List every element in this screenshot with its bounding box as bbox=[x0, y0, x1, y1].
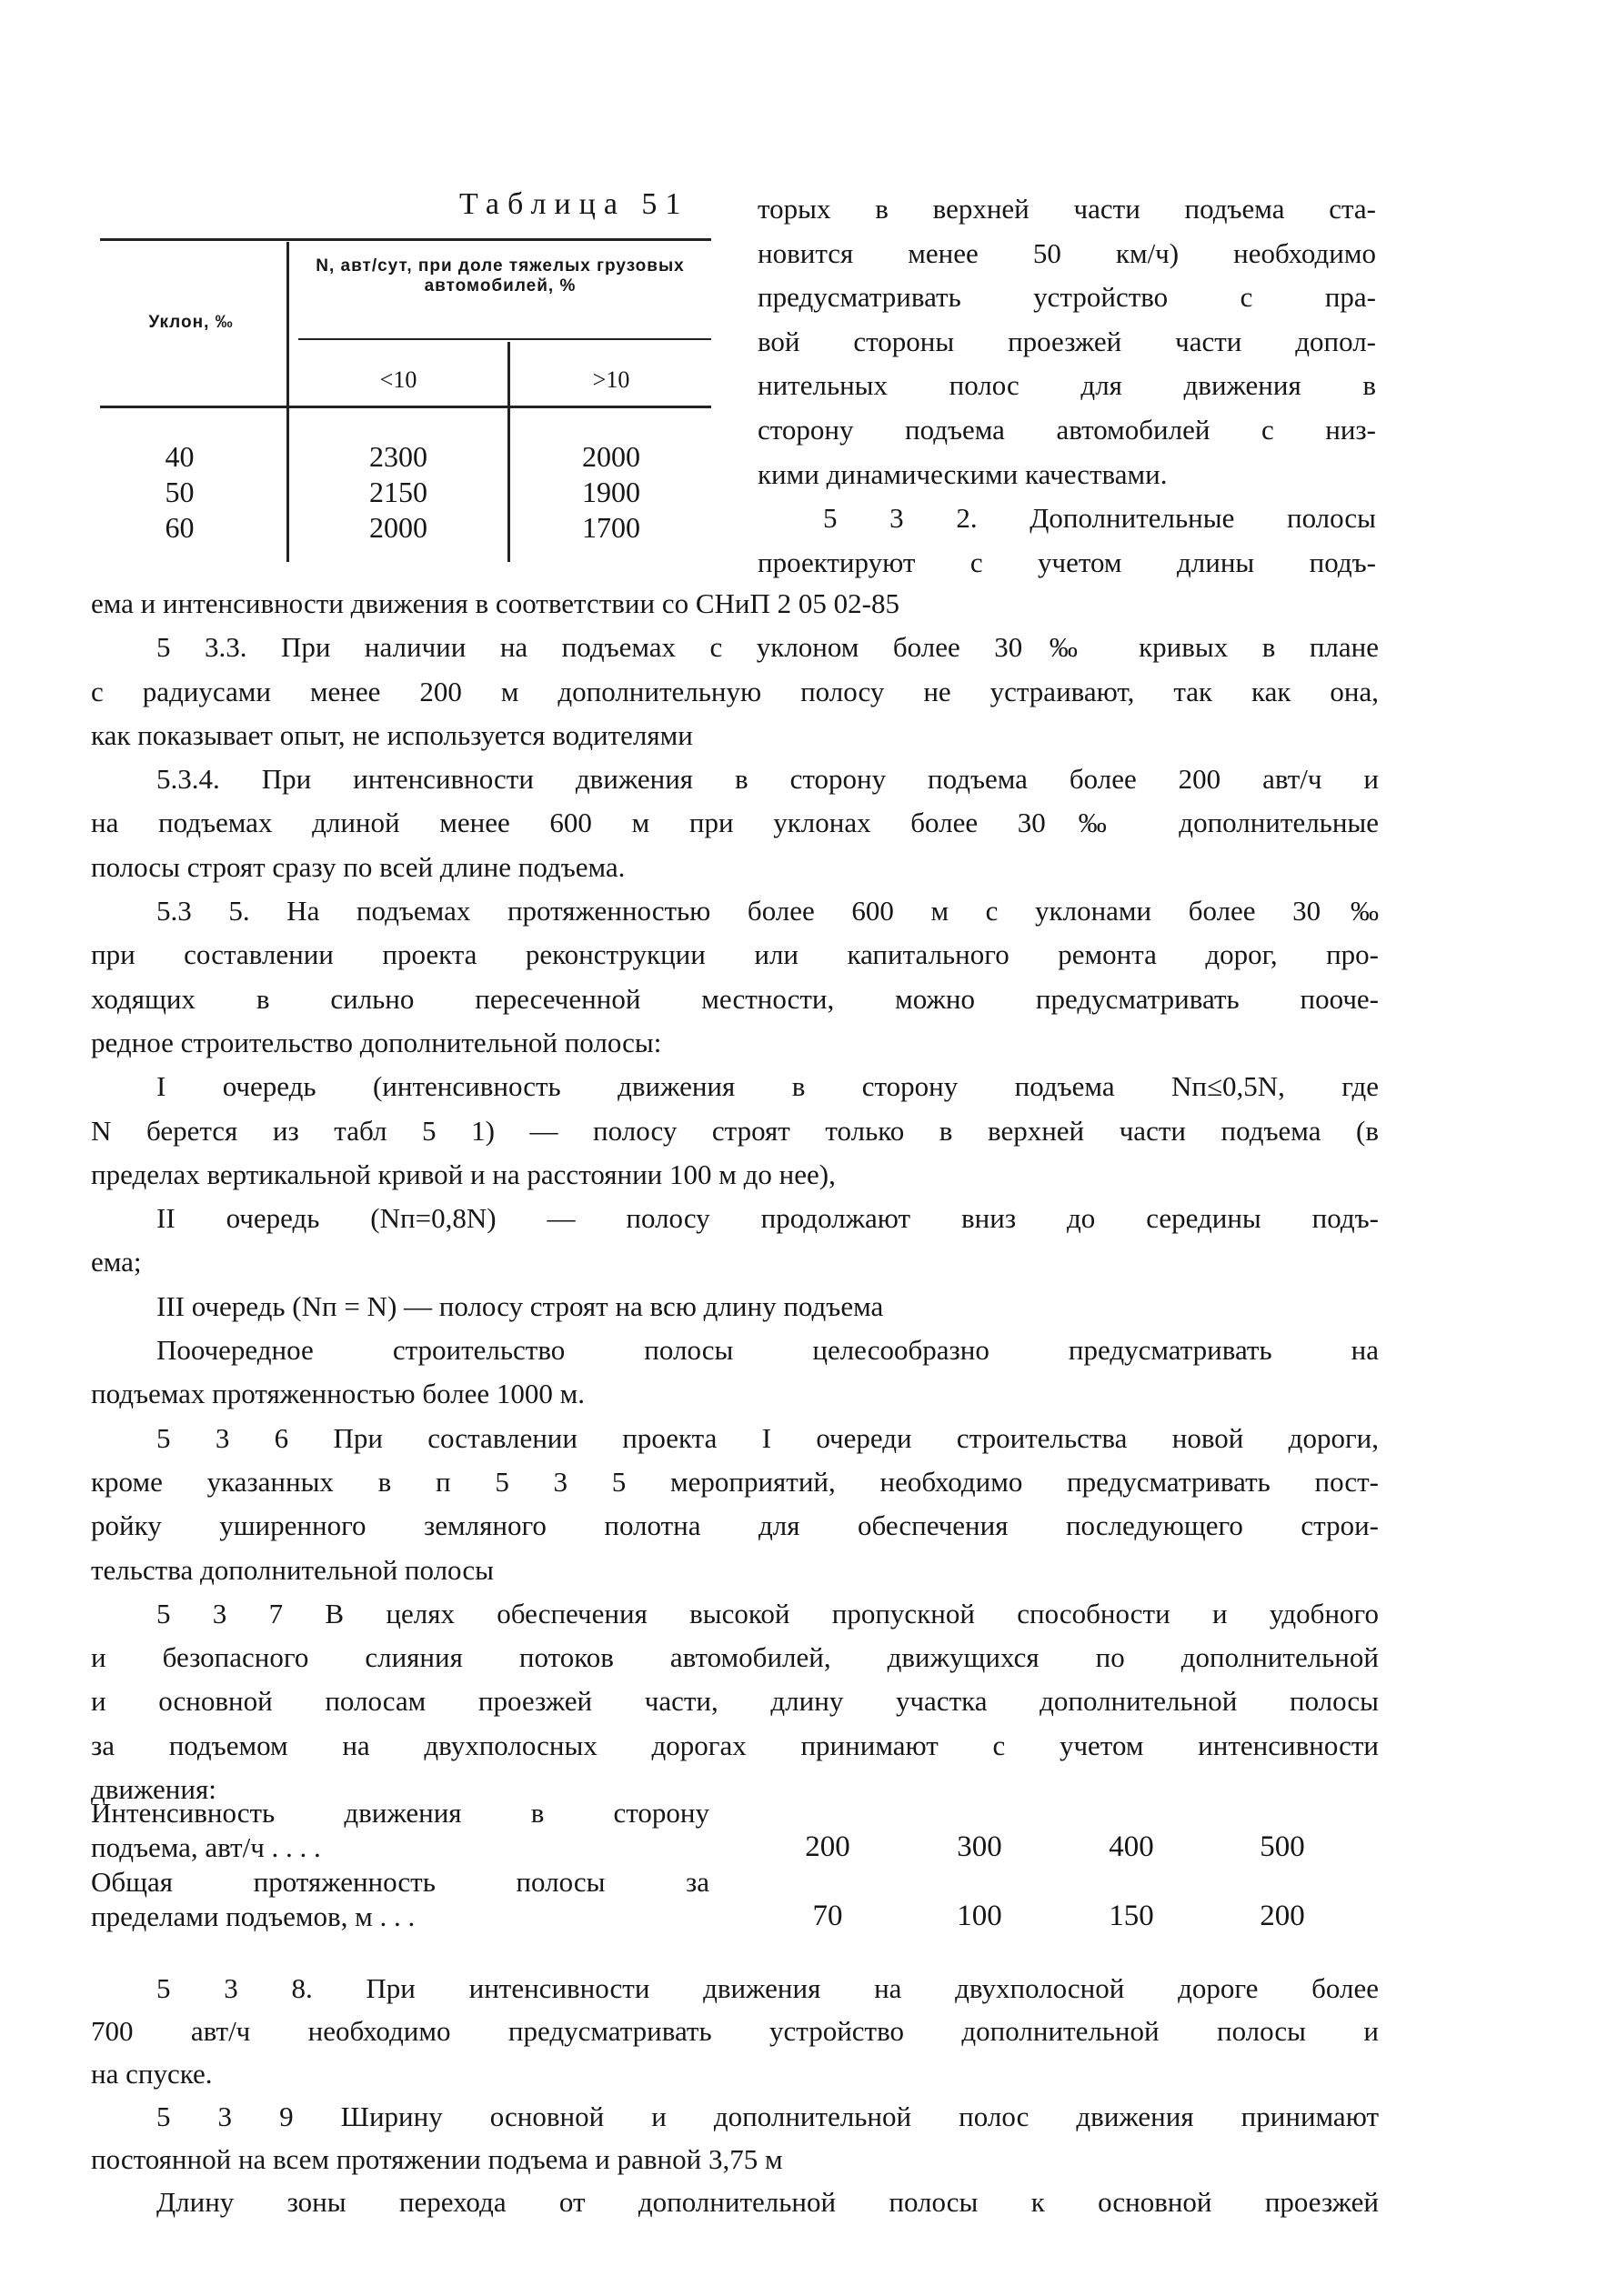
p534-line: 5.3.4. При интенсивности движения в сторону подъема более 200 авт/ч и bbox=[156, 763, 1379, 796]
p537-line: движения: bbox=[91, 1773, 216, 1806]
intensity-value: 300 bbox=[957, 1830, 1002, 1863]
p535-line: ходящих в сильно пересеченной местности, можно предусматривать пооче- bbox=[91, 982, 1379, 1015]
p537-line: 5 3 7 В целях обеспечения высокой пропускной способности и удобного bbox=[156, 1597, 1379, 1629]
text-line: кими динамическими качествами. bbox=[758, 457, 1168, 490]
length-row-label bbox=[91, 1865, 709, 1934]
text-line: нительных полос для движения в bbox=[758, 369, 1376, 402]
p537-line: и безопасного слияния потоков автомобилей, движущихся по дополнительной bbox=[91, 1641, 1379, 1674]
table-row-2-lt10: 2150 bbox=[369, 476, 427, 508]
intensity-value: 400 bbox=[1109, 1830, 1154, 1863]
p536-line: тельства дополнительной полосы bbox=[91, 1553, 494, 1586]
label-line: подъема, авт/ч . . . . bbox=[91, 1831, 321, 1863]
p533-line: с радиусами менее 200 м дополнительную полосу не устраивают, так как она, bbox=[91, 675, 1379, 707]
text-line: торых в верхней части подъема ста- bbox=[758, 193, 1376, 225]
table-col1-divider bbox=[286, 242, 289, 562]
length-value: 200 bbox=[1260, 1900, 1305, 1932]
table-row-2-slope: 50 bbox=[165, 476, 195, 508]
main-text-block-2 bbox=[91, 1967, 1379, 2223]
subheader-lt10: <10 bbox=[379, 366, 417, 393]
text-line: проектируют с учетом длины подъ- bbox=[758, 546, 1376, 578]
p536-line: кроме указанных в п 5 3 5 мероприятий, необходимо предусматривать пост- bbox=[91, 1465, 1379, 1498]
label-line: пределами подъемов, м . . . bbox=[91, 1900, 416, 1932]
p539-line: постоянной на всем протяжении подъема и равной 3,75 м bbox=[91, 2143, 783, 2175]
table-caption: Таблица 51 bbox=[459, 187, 689, 221]
label-line: Общая протяженность полосы за bbox=[91, 1866, 709, 1898]
queue2-line: ема; bbox=[91, 1246, 142, 1278]
p534-line: на подъемах длиной менее 600 м при уклонах более 30‰ дополнительные bbox=[91, 807, 1379, 839]
p533-line: 5 3.3. При наличии на подъемах с уклоном более 30‰ кривых в плане bbox=[156, 631, 1379, 664]
p536-line: 5 3 6 При составлении проекта I очереди строительства новой дороги, bbox=[156, 1421, 1379, 1454]
queue3-line: III очередь (Nп = N) — полосу строят на всю длину подъема bbox=[156, 1289, 884, 1322]
subheader-gt10: >10 bbox=[592, 366, 630, 393]
intensity-value: 500 bbox=[1260, 1830, 1305, 1863]
p534-line: полосы строят сразу по всей длине подъема. bbox=[91, 850, 626, 883]
table-row-3-lt10: 2000 bbox=[369, 511, 427, 544]
p537-line: и основной полосам проезжей части, длину участка дополнительной полосы bbox=[91, 1685, 1379, 1718]
slope-header: Уклон, ‰ bbox=[148, 313, 234, 332]
p533-line: как показывает опыт, не используется водителями bbox=[91, 718, 693, 751]
p535-line: редное строительство дополнительной полосы: bbox=[91, 1026, 662, 1058]
table-header-rule bbox=[100, 406, 711, 408]
table-row-3-slope: 60 bbox=[165, 511, 195, 544]
table-row-1-gt10: 2000 bbox=[582, 440, 640, 473]
p538-line: 5 3 8. При интенсивности движения на двухполосной дороге более bbox=[156, 1972, 1379, 2004]
p537-line: за подъемом на двухполосных дорогах принимают с учетом интенсивности bbox=[91, 1729, 1379, 1761]
p536-line: ройку уширенного земляного полотна для обеспечения последующего строи- bbox=[91, 1509, 1379, 1542]
main-text-block-1 bbox=[91, 582, 1379, 1811]
p532-tail: ема и интенсивности движения в соответствии со СНиП 2 05 02-85 bbox=[91, 587, 899, 619]
length-value: 150 bbox=[1109, 1900, 1154, 1932]
staged-line: Поочередное строительство полосы целесообразно предусматривать на bbox=[156, 1334, 1379, 1367]
text-line: сторону подъема автомобилей с низ- bbox=[758, 413, 1376, 446]
last-line: Длину зоны перехода от дополнительной полосы к основной проезжей bbox=[156, 2186, 1379, 2218]
queue2-line: II очередь (Nп=0,8N) — полосу продолжают вниз до середины подъ- bbox=[156, 1202, 1379, 1235]
length-value: 70 bbox=[812, 1900, 843, 1932]
right-column-text bbox=[758, 187, 1376, 585]
intensity-header: N, авт/сут, при доле тяжелых грузовых автомобилей, % bbox=[316, 256, 685, 296]
length-value: 100 bbox=[957, 1900, 1002, 1932]
table-col2-divider bbox=[507, 342, 510, 562]
intensity-value: 200 bbox=[805, 1830, 850, 1863]
table-row-3-gt10: 1700 bbox=[582, 511, 640, 544]
text-line: 5 3 2. Дополнительные полосы bbox=[823, 502, 1376, 535]
table-row-1-lt10: 2300 bbox=[369, 440, 427, 473]
table-top-rule bbox=[100, 238, 711, 241]
queue1-line: пределах вертикальной кривой и на расстоянии 100 м до нее), bbox=[91, 1158, 836, 1190]
text-line: вой стороны проезжей части допол- bbox=[758, 325, 1376, 357]
staged-line: подъемах протяженностью более 1000 м. bbox=[91, 1378, 586, 1410]
p535-line: при составлении проекта реконструкции или капитального ремонта дорог, про- bbox=[91, 938, 1379, 971]
p538-line: 700 авт/ч необходимо предусматривать устройство дополнительной полосы и bbox=[91, 2015, 1379, 2047]
intensity-row-label bbox=[91, 1796, 709, 1865]
table-51 bbox=[100, 238, 711, 566]
text-line: предусматривать устройство с пра- bbox=[758, 281, 1376, 314]
table-subheader-rule bbox=[298, 338, 711, 340]
queue1-line: I очередь (интенсивность движения в сторону подъема Nп≤0,5N, где bbox=[156, 1070, 1379, 1103]
label-line: Интенсивность движения в сторону bbox=[91, 1797, 709, 1829]
p539-line: 5 3 9 Ширину основной и дополнительной полос движения принимают bbox=[156, 2100, 1379, 2132]
table-row-2-gt10: 1900 bbox=[582, 476, 640, 508]
p535-line: 5.3 5. На подъемах протяженностью более 600 м с уклонами более 30‰ bbox=[156, 895, 1379, 927]
text-line: новится менее 50 км/ч) необходимо bbox=[758, 236, 1376, 269]
p538-line: на спуске. bbox=[91, 2058, 213, 2090]
table-row-1-slope: 40 bbox=[165, 440, 195, 473]
queue1-line: N берется из табл 5 1) — полосу строят только в верхней части подъема (в bbox=[91, 1114, 1379, 1147]
